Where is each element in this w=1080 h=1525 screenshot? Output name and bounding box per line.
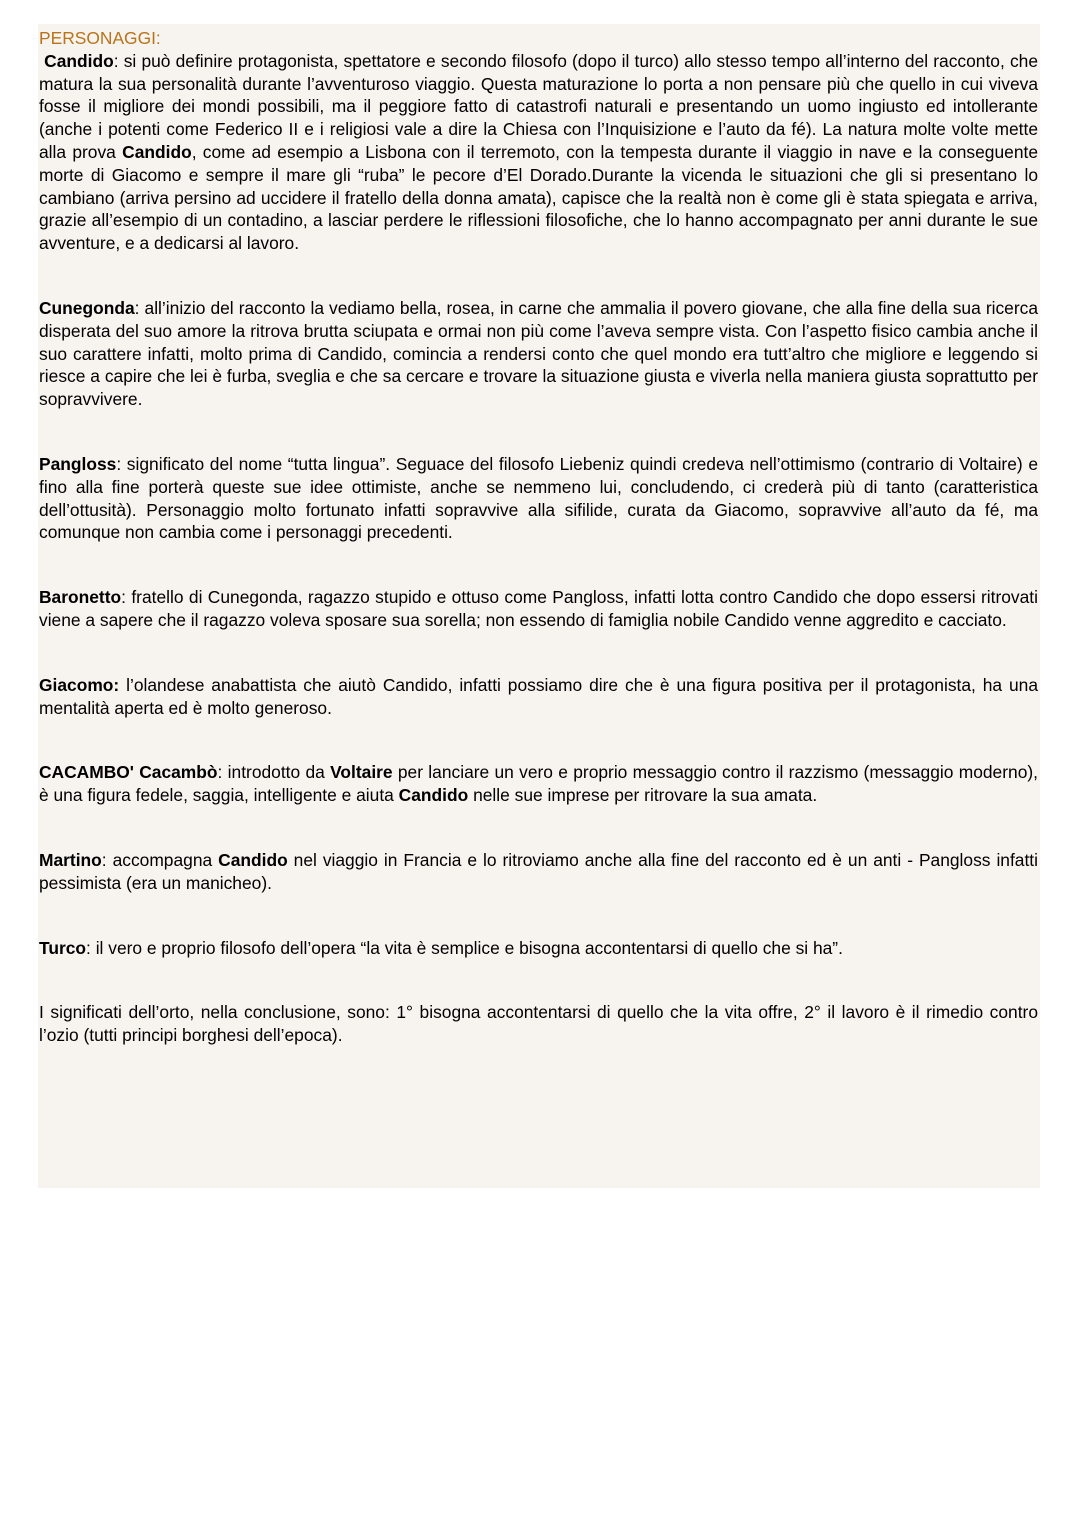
character-name-giacomo: Giacomo:: [39, 674, 120, 695]
paragraph-turco: [39, 937, 1038, 960]
paragraph-text: , come ad esempio a Lisbona con il terremoto, con la tempesta durante il viaggio in nave e la conseguente morte di Giacomo e sempre il mare gli “ruba” le pecore d’El Dorado.Durante la vicenda le situazioni che gli si presentano lo cambiano (arriva persino ad uccidere il fratello della donna amata), capisce che la realtà non è come gli è stata spiegata e arriva, grazie all’esempio di un contadino, a lasciar perdere le riflessioni filosofiche, che lo hanno accompagnato per anni durante le sue avventure, e a dedicarsi al lavoro.: [39, 141, 1038, 254]
character-name-pangloss: Pangloss: [39, 453, 117, 474]
paragraph-text: : all’inizio del racconto la vediamo bella, rosea, in carne che ammalia il povero giovane, che alla fine della sua ricerca disperata del suo amore la ritrova brutta sciupata e ormai non più come l’aveva sempre vista. Con l’aspetto fisico cambia anche il suo carattere infatti, molto prima di Candido, comincia a rendersi conto che quel mondo era tutt’altro che migliore e leggendo si riesce a capire che lei è furba, sveglia e che sa cercare e trovare la situazione giusta e viverla nella maniera giusta soprattutto per sopravvivere.: [39, 297, 1038, 410]
paragraph-martino: [39, 849, 1038, 895]
character-name-candido: Candido: [44, 50, 114, 71]
paragraph-conclusion: I significati dell’orto, nella conclusione, sono: 1° bisogna accontentarsi di quello che la vita offre, 2° il lavoro è il rimedio contro l’ozio (tutti principi borghesi dell’epoca).: [39, 1002, 1038, 1046]
document-content: [39, 27, 1038, 1047]
paragraph-candido: [39, 50, 1038, 255]
paragraph-text: : si può definire protagonista, spettatore e secondo filosofo (dopo il turco) allo stesso tempo all’interno del racconto, che matura la sua personalità durante l’avventuroso viaggio. Questa maturazione lo porta a non pensare più che quello in cui viveva fosse il migliore dei mondi possibili, ma il peggiore fatto di catastrofi naturali e presentando un uomo ingiusto ed intollerante (anche i potenti come Federico II e i religiosi vale a dire la Chiesa con l’Inquisizione e l’auto da fé). La natura molte volte mette alla prova: [39, 50, 1038, 162]
paragraph-pangloss: [39, 453, 1038, 544]
paragraph-text: : il vero e proprio filosofo dell’opera “la vita è semplice e bisogna accontentarsi di quello che si ha”.: [86, 937, 843, 958]
paragraph-text: per lanciare un vero e proprio messaggio contro il razzismo (messaggio moderno), è una figura fedele, saggia, intelligente e aiuta: [39, 762, 1038, 806]
paragraph-text: : introdotto da: [217, 762, 331, 783]
paragraph-text: : significato del nome “tutta lingua”. Seguace del filosofo Liebeniz quindi credeva nell’ottimismo (contrario di Voltaire) e fino alla fine porterà queste sue idee ottimiste, anche se nemmeno lui, concludendo, ci crederà più di tanto (caratteristica dell’ottusità). Personaggio molto fortunato infatti sopravvive alla sifilide, curata da Giacomo, sopravvive all’auto da fé, ma comunque non cambia come i personaggi precedenti.: [39, 453, 1038, 543]
paragraph-text: nelle sue imprese per ritrovare la sua amata.: [468, 785, 818, 806]
character-name-cacambo: CACAMBO' Cacambò: [39, 762, 218, 783]
paragraph-cunegonda: [39, 297, 1038, 411]
paragraph-text: : fratello di Cunegonda, ragazzo stupido e ottuso come Pangloss, infatti lotta contro Candido che dopo essersi ritrovati viene a sapere che il ragazzo voleva sposare sua sorella; non essendo di famiglia nobile Candido venne aggredito e cacciato.: [39, 587, 1038, 630]
paragraph-text: nel viaggio in Francia e lo ritroviamo anche alla fine del racconto ed è un anti - Pangloss infatti pessimista (era un manicheo).: [39, 849, 1039, 893]
character-name-cunegonda: Cunegonda: [39, 297, 135, 318]
paragraph-cacambo: [39, 761, 1038, 807]
bold-voltaire: Voltaire: [330, 762, 393, 783]
character-name-turco: Turco: [39, 937, 87, 958]
paragraph-text: l’olandese anabattista che aiutò Candido, infatti possiamo dire che è una figura positiva per il protagonista, ha una mentalità aperta ed è molto generoso.: [39, 674, 1038, 718]
bold-candido: Candido: [122, 141, 192, 162]
bold-candido: Candido: [398, 785, 469, 806]
paragraph-baronetto: [39, 586, 1038, 632]
paragraph-giacomo: [39, 674, 1038, 720]
bold-candido: Candido: [218, 849, 288, 870]
section-heading: PERSONAGGI:: [39, 28, 161, 48]
character-name-baronetto: Baronetto: [39, 587, 122, 608]
paragraph-text: : accompagna: [101, 849, 219, 870]
character-name-martino: Martino: [39, 849, 102, 870]
